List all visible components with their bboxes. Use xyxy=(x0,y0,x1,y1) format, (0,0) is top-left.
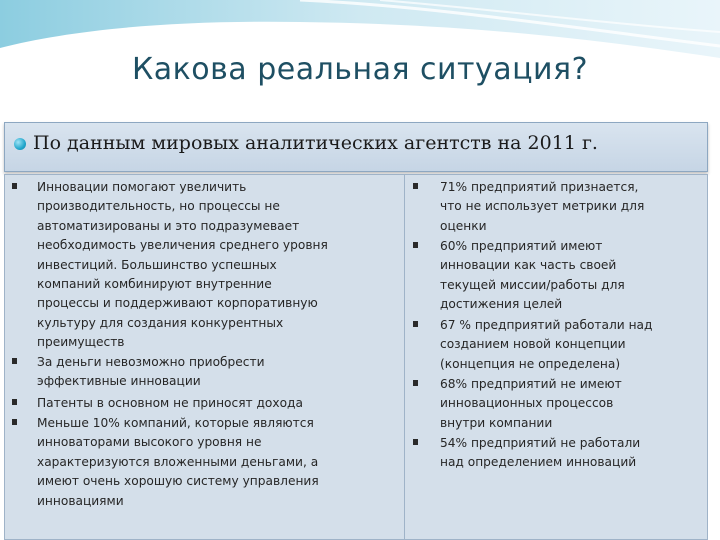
slide-title: Какова реальная ситуация? xyxy=(131,52,589,87)
bullet-icon xyxy=(12,419,17,425)
list-item-text: 71% предприятий признается, что не использует метрики для оценки xyxy=(440,180,645,233)
left-column xyxy=(4,174,404,540)
list-item-text: Меньше 10% компаний, которые являются инноваторами высокого уровня не характеризуются вложенными деньгами, а имеют очень хорошую систему управления инновациями xyxy=(37,416,319,508)
bullet-icon xyxy=(12,399,17,405)
bullet-icon xyxy=(413,242,418,248)
source-header xyxy=(4,122,708,172)
bullet-icon xyxy=(12,358,17,364)
list-item-text: 54% предприятий не работали над определением инноваций xyxy=(440,436,641,470)
bullet-icon xyxy=(413,439,418,445)
list-item-text: 68% предприятий не имеют инновационных процессов внутри компании xyxy=(440,377,622,430)
bullet-icon xyxy=(413,321,418,327)
list-item-text: 60% предприятий имеют инновации как часть своей текущей миссии/работы для достижения целей xyxy=(440,239,625,312)
bullet-icon xyxy=(413,183,418,189)
bullet-icon xyxy=(413,380,418,386)
list-item-text: Патенты в основном не приносят дохода xyxy=(37,396,303,410)
bullet-icon xyxy=(12,183,17,189)
list-item-text: Инновации помогают увеличить производительность, но процессы не автоматизированы и это подразумевает необходимость увеличения среднего уровня инвестиций. Большинство успешных компаний комбинируют внутренние процессы и поддерживают корпоративную культуру для создания конкурентных преимуществ xyxy=(37,180,328,350)
header-text: По данным мировых аналитических агентств на 2011 г. xyxy=(33,132,598,154)
right-column xyxy=(404,174,708,540)
list-item-text: За деньги невозможно приобрести эффективные инновации xyxy=(37,355,265,389)
bullet-icon xyxy=(14,138,26,150)
list-item-text: 67 % предприятий работали над созданием новой концепции (концепция не определена) xyxy=(440,318,653,371)
